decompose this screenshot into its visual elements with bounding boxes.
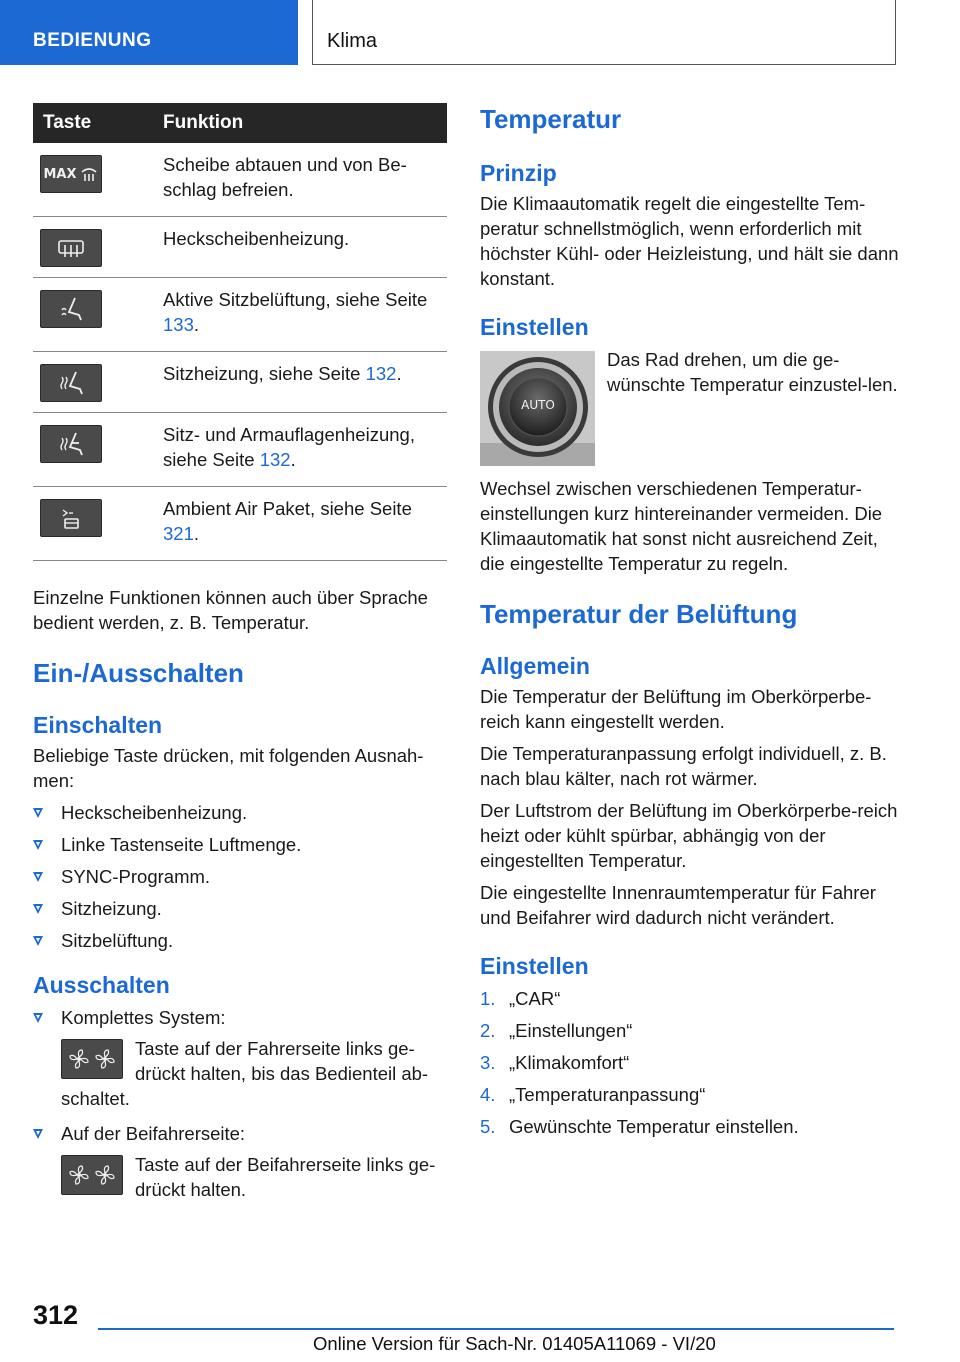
table-cell-function: Heckscheibenheizung. bbox=[153, 217, 447, 278]
table-header-function: Funktion bbox=[153, 103, 447, 143]
list-item: 5. Gewünschte Temperatur einstellen. bbox=[480, 1116, 799, 1137]
heading-vent-temperature: Temperatur der Belüftung bbox=[480, 599, 798, 629]
table-cell-function: Aktive Sitzbelüftung, siehe Seite 133. bbox=[153, 278, 447, 352]
switch-on-exceptions bbox=[33, 800, 447, 953]
list-item: Heckscheibenheizung. bbox=[33, 800, 447, 825]
heading-on-off: Ein-/Ausschalten bbox=[33, 658, 244, 688]
table-row bbox=[33, 413, 447, 487]
switch-on-intro: Beliebige Taste drücken, mit folgenden Ausnah-men: bbox=[33, 745, 424, 791]
fan-off-key-icon bbox=[61, 1039, 123, 1079]
seat-armrest-heating-icon bbox=[40, 425, 102, 463]
section-tab: BEDIENUNG bbox=[0, 0, 298, 65]
list-item: 1. „CAR“ bbox=[480, 988, 561, 1009]
table-row bbox=[33, 352, 447, 413]
ambient-air-icon bbox=[40, 499, 102, 537]
list-item: Komplettes System: Taste auf der Fahrerseite links ge-drückt halten, bis das Bedienteil ab-schaltet. bbox=[33, 1005, 447, 1111]
table-row bbox=[33, 217, 447, 278]
general-text-4: Die eingestellte Innenraumtemperatur für Fahrer und Beifahrer wird dadurch nicht verändert. bbox=[480, 882, 876, 928]
table-cell-function: Sitz- und Armauflagenheizung, siehe Seite 132. bbox=[153, 413, 447, 487]
heading-set-temperature: Einstellen bbox=[480, 314, 589, 340]
general-text-1: Die Temperatur der Belüftung im Oberkörperbe-reich kann eingestellt werden. bbox=[480, 686, 872, 732]
steps-list bbox=[480, 986, 900, 1139]
warning-text: Wechsel zwischen verschiedenen Temperatur-einstellungen kurz hintereinander vermeiden. Die Klimaautomatik hat sonst nicht ausreichend Zeit, die eingestellte Temperatur zu regeln. bbox=[480, 478, 883, 574]
heading-temperature: Temperatur bbox=[480, 104, 622, 134]
general-text-2: Die Temperaturanpassung erfolgt individuell, z. B. nach blau kälter, nach rot wärmer. bbox=[480, 743, 887, 789]
table-header-key: Taste bbox=[33, 103, 153, 143]
page-link[interactable]: 132 bbox=[365, 363, 397, 384]
page-link[interactable]: 133 bbox=[163, 314, 194, 335]
rear-window-heating-icon bbox=[40, 229, 102, 267]
footer-divider bbox=[98, 1328, 894, 1330]
heading-switch-on: Einschalten bbox=[33, 712, 163, 738]
general-text-3: Der Luftstrom der Belüftung im Oberkörperbe-reich heizt oder kühlt spürbar, abhängig von der eingestellten Temperatur. bbox=[480, 800, 898, 871]
page-link[interactable]: 321 bbox=[163, 523, 194, 544]
list-item: 3. „Klimakomfort“ bbox=[480, 1052, 630, 1073]
table-cell-function: Scheibe abtauen und von Be-schlag befreien. bbox=[153, 143, 447, 217]
list-item: Linke Tastenseite Luftmenge. bbox=[33, 832, 447, 857]
table-cell-function: Sitzheizung, siehe Seite 132. bbox=[153, 352, 447, 413]
list-item: Sitzbelüftung. bbox=[33, 928, 447, 953]
dial-auto-label: AUTO bbox=[521, 398, 555, 412]
heading-principle: Prinzip bbox=[480, 160, 557, 186]
chapter-title: Klima bbox=[312, 0, 896, 65]
voice-note: Einzelne Funktionen können auch über Sprache bedient werden, z. B. Temperatur. bbox=[33, 587, 428, 633]
list-item: 4. „Temperaturanpassung“ bbox=[480, 1084, 706, 1105]
table-cell-function: Ambient Air Paket, siehe Seite 321. bbox=[153, 487, 447, 561]
heading-set-vent: Einstellen bbox=[480, 953, 589, 979]
temperature-dial-image bbox=[480, 351, 595, 466]
left-column bbox=[33, 103, 447, 1209]
right-column bbox=[480, 103, 900, 1146]
fan-off-key-icon bbox=[61, 1155, 123, 1195]
list-item: 2. „Einstellungen“ bbox=[480, 1020, 633, 1041]
heading-switch-off: Ausschalten bbox=[33, 972, 170, 998]
set-temperature-text: Das Rad drehen, um die ge-wünschte Temperatur einzustel-len. bbox=[607, 349, 898, 395]
page-number: 312 bbox=[33, 1300, 79, 1330]
table-row bbox=[33, 143, 447, 217]
table-row bbox=[33, 278, 447, 352]
list-item: Auf der Beifahrerseite: Taste auf der Beifahrerseite links ge-drückt halten. bbox=[33, 1121, 447, 1202]
max-defrost-icon: MAX bbox=[40, 155, 102, 193]
page-link[interactable]: 132 bbox=[259, 449, 291, 470]
list-item: SYNC-Programm. bbox=[33, 864, 447, 889]
heading-general: Allgemein bbox=[480, 653, 590, 679]
switch-off-list bbox=[33, 1005, 447, 1202]
table-row bbox=[33, 487, 447, 561]
list-item: Sitzheizung. bbox=[33, 896, 447, 921]
principle-text: Die Klimaautomatik regelt die eingestellte Tem-peratur schnellstmöglich, wenn erforderlich mit höchster Kühl- oder Heizleistung, und hält sie dann konstant. bbox=[480, 193, 899, 289]
seat-heating-icon bbox=[40, 364, 102, 402]
footer-online-version: Online Version für Sach-Nr. 01405A11069 - VI/20 bbox=[313, 1333, 716, 1354]
key-function-table bbox=[33, 103, 447, 561]
seat-ventilation-icon bbox=[40, 290, 102, 328]
